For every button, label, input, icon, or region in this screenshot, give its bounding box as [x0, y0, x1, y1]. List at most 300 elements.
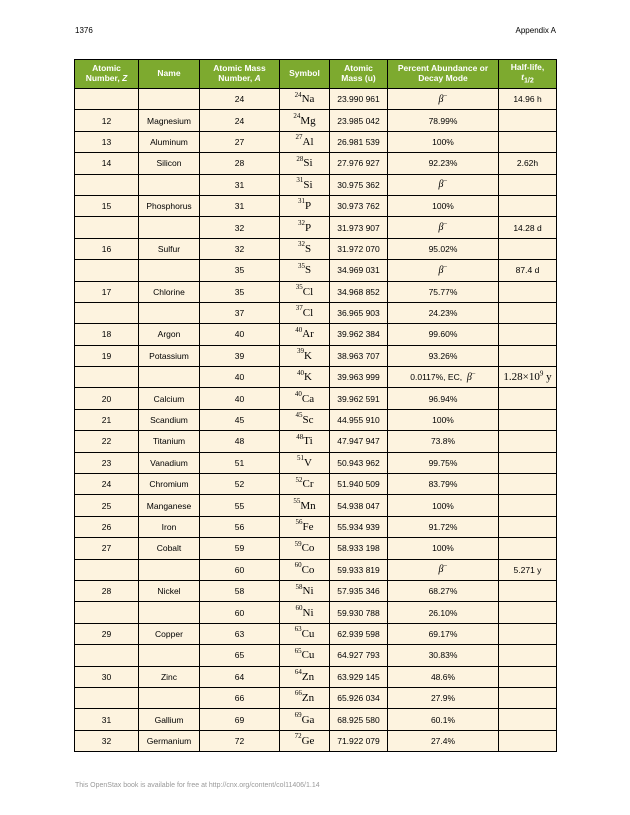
- cell-name: Zinc: [139, 666, 200, 687]
- cell-abundance: [388, 559, 499, 580]
- symbol-mass-superscript: 39: [297, 347, 305, 356]
- cell-symbol: [280, 687, 330, 708]
- cell-atomic-number: [75, 602, 139, 623]
- appendix-label: Appendix A: [515, 26, 556, 35]
- abundance-text: 27.9%: [430, 693, 456, 704]
- element-symbol: Si: [303, 157, 313, 170]
- symbol-mass-superscript: 32: [297, 240, 305, 249]
- cell-atomic-number: 27: [75, 538, 139, 559]
- cell-half-life: [499, 580, 557, 601]
- element-symbol: Cu: [301, 627, 315, 640]
- element-symbol: Mn: [300, 499, 316, 512]
- cell-symbol: [280, 431, 330, 452]
- element-symbol: P: [304, 200, 312, 213]
- beta-minus-symbol: β−: [438, 176, 448, 191]
- cell-mass-number: 56: [200, 516, 280, 537]
- cell-abundance: [388, 131, 499, 152]
- cell-abundance: [388, 409, 499, 430]
- cell-abundance: [388, 345, 499, 366]
- cell-atomic-mass: 54.938 047: [330, 495, 388, 516]
- cell-symbol: [280, 602, 330, 623]
- cell-atomic-number: [75, 559, 139, 580]
- cell-half-life: 14.28 d: [499, 217, 557, 238]
- cell-mass-number: 63: [200, 623, 280, 644]
- cell-abundance: [388, 687, 499, 708]
- cell-mass-number: 59: [200, 538, 280, 559]
- cell-symbol: [280, 324, 330, 345]
- cell-atomic-mass: 71.922 079: [330, 730, 388, 751]
- table-row: [75, 89, 557, 110]
- cell-name: Silicon: [139, 153, 200, 174]
- cell-abundance: [388, 388, 499, 409]
- symbol-mass-superscript: 31: [296, 176, 304, 185]
- abundance-text: 24.23%: [428, 308, 458, 319]
- abundance-text: 73.8%: [430, 436, 456, 447]
- cell-atomic-number: 25: [75, 495, 139, 516]
- cell-half-life: [499, 474, 557, 495]
- cell-atomic-number: 23: [75, 452, 139, 473]
- symbol-mass-superscript: 52: [295, 475, 303, 484]
- table-row: [75, 709, 557, 730]
- col-header-symbol: Symbol: [280, 60, 330, 89]
- cell-atomic-number: 28: [75, 580, 139, 601]
- table-row: [75, 345, 557, 366]
- cell-half-life: [499, 623, 557, 644]
- cell-name: Iron: [139, 516, 200, 537]
- cell-symbol: [280, 131, 330, 152]
- cell-atomic-mass: 44.955 910: [330, 409, 388, 430]
- cell-atomic-number: 31: [75, 709, 139, 730]
- cell-mass-number: 27: [200, 131, 280, 152]
- cell-atomic-mass: 55.934 939: [330, 516, 388, 537]
- cell-abundance: [388, 709, 499, 730]
- cell-mass-number: 65: [200, 645, 280, 666]
- cell-symbol: [280, 559, 330, 580]
- abundance-text: 0.0117%, EC,: [410, 371, 463, 382]
- cell-name: Calcium: [139, 388, 200, 409]
- table-row: [75, 666, 557, 687]
- table-row: [75, 324, 557, 345]
- cell-half-life: 5.271 y: [499, 559, 557, 580]
- element-symbol: Al: [302, 135, 314, 148]
- cell-atomic-mass: 39.963 999: [330, 367, 388, 388]
- cell-atomic-mass: 63.929 145: [330, 666, 388, 687]
- table-row: [75, 623, 557, 644]
- element-symbol: Co: [301, 542, 315, 555]
- cell-atomic-number: [75, 645, 139, 666]
- symbol-mass-superscript: 40: [295, 325, 303, 334]
- cell-abundance: [388, 602, 499, 623]
- cell-abundance: [388, 495, 499, 516]
- cell-half-life: [499, 495, 557, 516]
- cell-symbol: [280, 409, 330, 430]
- cell-name: Nickel: [139, 580, 200, 601]
- element-symbol: Cu: [301, 649, 315, 662]
- cell-atomic-number: 26: [75, 516, 139, 537]
- element-symbol: Cl: [302, 285, 314, 298]
- cell-half-life: [499, 730, 557, 751]
- table-row: [75, 730, 557, 751]
- symbol-mass-superscript: 24: [294, 90, 302, 99]
- cell-abundance: [388, 153, 499, 174]
- cell-atomic-number: 22: [75, 431, 139, 452]
- cell-abundance: [388, 110, 499, 131]
- cell-abundance: [388, 174, 499, 195]
- symbol-mass-superscript: 60: [295, 603, 303, 612]
- cell-abundance: [388, 281, 499, 302]
- cell-atomic-mass: 31.972 070: [330, 238, 388, 259]
- cell-symbol: [280, 260, 330, 281]
- cell-symbol: [280, 174, 330, 195]
- element-symbol: Ca: [301, 392, 315, 405]
- col-header-name: Name: [139, 60, 200, 89]
- cell-atomic-number: 32: [75, 730, 139, 751]
- cell-symbol: [280, 367, 330, 388]
- cell-mass-number: 60: [200, 559, 280, 580]
- cell-symbol: [280, 302, 330, 323]
- col-header-half-life: Half-life, $t_{1/2}$: [499, 60, 557, 89]
- cell-atomic-number: 14: [75, 153, 139, 174]
- abundance-text: 48.6%: [430, 671, 456, 682]
- table-header-row: [75, 60, 557, 89]
- beta-minus-symbol: β−: [438, 91, 448, 105]
- cell-symbol: [280, 217, 330, 238]
- cell-half-life: [499, 131, 557, 152]
- cell-atomic-number: [75, 302, 139, 323]
- cell-atomic-mass: 30.975 362: [330, 174, 388, 195]
- symbol-mass-superscript: 65: [294, 646, 302, 655]
- cell-name: Copper: [139, 623, 200, 644]
- cell-atomic-number: [75, 174, 139, 195]
- abundance-text: 75.77%: [428, 286, 458, 297]
- table-row: [75, 217, 557, 238]
- element-symbol: Zn: [301, 670, 315, 683]
- abundance-text: 30.83%: [428, 650, 458, 661]
- table-row: [75, 367, 557, 388]
- cell-atomic-number: 20: [75, 388, 139, 409]
- element-symbol: Sc: [302, 414, 314, 427]
- table-row: [75, 409, 557, 430]
- cell-half-life: [499, 388, 557, 409]
- abundance-text: 68.27%: [428, 586, 458, 597]
- cell-half-life: [499, 709, 557, 730]
- cell-half-life: [499, 174, 557, 195]
- symbol-mass-superscript: 56: [295, 518, 303, 527]
- table-row: [75, 645, 557, 666]
- cell-symbol: [280, 238, 330, 259]
- cell-symbol: [280, 645, 330, 666]
- cell-symbol: [280, 666, 330, 687]
- table-row: [75, 302, 557, 323]
- cell-mass-number: 40: [200, 388, 280, 409]
- cell-mass-number: 28: [200, 153, 280, 174]
- cell-abundance: [388, 324, 499, 345]
- element-symbol: K: [304, 371, 312, 384]
- table-row: [75, 281, 557, 302]
- element-symbol: S: [304, 242, 312, 255]
- cell-abundance: [388, 580, 499, 601]
- cell-half-life: 14.96 h: [499, 89, 557, 110]
- abundance-text: 100%: [432, 136, 454, 147]
- abundance-text: 69.17%: [428, 628, 458, 639]
- symbol-mass-superscript: 40: [297, 368, 305, 377]
- symbol-mass-superscript: 32: [297, 218, 305, 227]
- symbol-mass-superscript: 27: [295, 133, 303, 142]
- element-symbol: Si: [303, 178, 313, 191]
- cell-name: Germanium: [139, 730, 200, 751]
- cell-symbol: [280, 516, 330, 537]
- cell-abundance: [388, 538, 499, 559]
- cell-abundance: [388, 89, 499, 110]
- cell-symbol: [280, 623, 330, 644]
- cell-name: Chromium: [139, 474, 200, 495]
- table-row: [75, 174, 557, 195]
- cell-atomic-number: 24: [75, 474, 139, 495]
- cell-half-life: [499, 538, 557, 559]
- symbol-mass-superscript: 63: [294, 625, 302, 634]
- cell-atomic-number: [75, 367, 139, 388]
- abundance-text: 100%: [432, 500, 454, 511]
- table-row: [75, 687, 557, 708]
- cell-mass-number: 32: [200, 217, 280, 238]
- cell-atomic-mass: 68.925 580: [330, 709, 388, 730]
- cell-symbol: [280, 495, 330, 516]
- symbol-mass-superscript: 72: [294, 732, 302, 741]
- cell-mass-number: 60: [200, 602, 280, 623]
- cell-name: Manganese: [139, 495, 200, 516]
- symbol-mass-superscript: 31: [297, 197, 305, 206]
- cell-atomic-mass: 36.965 903: [330, 302, 388, 323]
- symbol-mass-superscript: 58: [295, 582, 303, 591]
- cell-abundance: [388, 623, 499, 644]
- cell-mass-number: 40: [200, 367, 280, 388]
- cell-mass-number: 37: [200, 302, 280, 323]
- element-symbol: Ar: [302, 328, 314, 341]
- cell-name: Potassium: [139, 345, 200, 366]
- cell-half-life: [499, 367, 557, 388]
- cell-symbol: [280, 89, 330, 110]
- abundance-text: 26.10%: [428, 607, 458, 618]
- cell-atomic-mass: 34.968 852: [330, 281, 388, 302]
- cell-abundance: [388, 238, 499, 259]
- cell-abundance: [388, 195, 499, 216]
- cell-atomic-mass: 65.926 034: [330, 687, 388, 708]
- symbol-mass-superscript: 40: [294, 390, 302, 398]
- cell-atomic-number: 15: [75, 195, 139, 216]
- element-symbol: Ga: [301, 713, 315, 726]
- beta-minus-symbol: β−: [438, 219, 448, 234]
- cell-atomic-mass: 64.927 793: [330, 645, 388, 666]
- element-symbol: Ni: [302, 606, 314, 619]
- symbol-mass-superscript: 35: [297, 261, 305, 270]
- cell-name: [139, 174, 200, 195]
- cell-name: [139, 302, 200, 323]
- table-row: [75, 538, 557, 559]
- cell-name: Gallium: [139, 709, 200, 730]
- cell-half-life: [499, 324, 557, 345]
- cell-atomic-number: 30: [75, 666, 139, 687]
- cell-atomic-mass: 57.935 346: [330, 580, 388, 601]
- cell-mass-number: 64: [200, 666, 280, 687]
- element-symbol: P: [304, 221, 312, 234]
- abundance-text: 100%: [432, 415, 454, 426]
- cell-mass-number: 31: [200, 195, 280, 216]
- cell-half-life: [499, 302, 557, 323]
- cell-abundance: [388, 302, 499, 323]
- element-symbol: Cl: [302, 307, 314, 320]
- cell-mass-number: 40: [200, 324, 280, 345]
- cell-name: Chlorine: [139, 281, 200, 302]
- symbol-mass-superscript: 24: [293, 111, 301, 120]
- cell-symbol: [280, 195, 330, 216]
- cell-symbol: [280, 452, 330, 473]
- table-row: [75, 131, 557, 152]
- nuclide-table: [74, 59, 557, 752]
- cell-atomic-mass: 47.947 947: [330, 431, 388, 452]
- table-row: [75, 110, 557, 131]
- cell-half-life: [499, 602, 557, 623]
- cell-atomic-mass: 58.933 198: [330, 538, 388, 559]
- cell-atomic-number: 12: [75, 110, 139, 131]
- element-symbol: S: [304, 264, 312, 277]
- symbol-mass-superscript: 28: [296, 154, 304, 163]
- cell-atomic-number: 18: [75, 324, 139, 345]
- cell-abundance: [388, 474, 499, 495]
- cell-mass-number: 52: [200, 474, 280, 495]
- cell-name: [139, 645, 200, 666]
- symbol-mass-superscript: 35: [295, 283, 303, 292]
- cell-symbol: [280, 110, 330, 131]
- symbol-mass-superscript: 55: [293, 496, 301, 505]
- cell-symbol: [280, 153, 330, 174]
- cell-atomic-mass: 34.969 031: [330, 260, 388, 281]
- cell-name: [139, 89, 200, 110]
- cell-atomic-mass: 59.933 819: [330, 559, 388, 580]
- cell-mass-number: 24: [200, 110, 280, 131]
- cell-atomic-mass: 62.939 598: [330, 623, 388, 644]
- abundance-text: 99.75%: [428, 457, 458, 468]
- cell-atomic-number: 29: [75, 623, 139, 644]
- cell-mass-number: 66: [200, 687, 280, 708]
- cell-name: [139, 367, 200, 388]
- cell-half-life: 87.4 d: [499, 260, 557, 281]
- col-header-atomic-number: Atomic Number, Z: [75, 60, 139, 89]
- cell-name: Scandium: [139, 409, 200, 430]
- abundance-text: 93.26%: [428, 350, 458, 361]
- cell-name: [139, 260, 200, 281]
- symbol-mass-superscript: 45: [295, 411, 303, 420]
- cell-name: Cobalt: [139, 538, 200, 559]
- abundance-text: 78.99%: [428, 115, 458, 126]
- table-row: [75, 195, 557, 216]
- cell-half-life: [499, 110, 557, 131]
- cell-half-life: [499, 666, 557, 687]
- cell-half-life: [499, 195, 557, 216]
- cell-abundance: [388, 730, 499, 751]
- table-row: [75, 388, 557, 409]
- table-row: [75, 431, 557, 452]
- cell-half-life: [499, 345, 557, 366]
- element-symbol: V: [304, 456, 312, 469]
- cell-atomic-number: [75, 217, 139, 238]
- beta-minus-symbol: β−: [466, 369, 476, 383]
- cell-symbol: [280, 730, 330, 751]
- cell-mass-number: 35: [200, 260, 280, 281]
- cell-abundance: [388, 260, 499, 281]
- cell-half-life: [499, 645, 557, 666]
- cell-atomic-number: 21: [75, 409, 139, 430]
- page-number: 1376: [75, 26, 93, 35]
- cell-mass-number: 35: [200, 281, 280, 302]
- col-header-abundance: Percent Abundance or Decay Mode: [388, 60, 499, 89]
- cell-atomic-mass: 23.990 961: [330, 89, 388, 110]
- table-row: [75, 153, 557, 174]
- col-header-mass-number: Atomic Mass Number, A: [200, 60, 280, 89]
- cell-atomic-mass: 50.943 962: [330, 452, 388, 473]
- symbol-mass-superscript: 69: [294, 710, 302, 719]
- abundance-text: 83.79%: [428, 479, 458, 490]
- cell-mass-number: 55: [200, 495, 280, 516]
- cell-half-life: 2.62h: [499, 153, 557, 174]
- cell-atomic-mass: 26.981 539: [330, 131, 388, 152]
- abundance-text: 60.1%: [430, 714, 456, 725]
- cell-half-life: [499, 516, 557, 537]
- cell-abundance: [388, 431, 499, 452]
- table-row: [75, 580, 557, 601]
- col-header-atomic-mass: Atomic Mass (u): [330, 60, 388, 89]
- cell-name: Magnesium: [139, 110, 200, 131]
- element-symbol: Na: [301, 93, 315, 106]
- cell-atomic-mass: 39.962 384: [330, 324, 388, 345]
- table-row: [75, 602, 557, 623]
- cell-atomic-mass: 38.963 707: [330, 345, 388, 366]
- element-symbol: Co: [301, 563, 315, 576]
- cell-atomic-number: [75, 260, 139, 281]
- cell-atomic-mass: 30.973 762: [330, 195, 388, 216]
- cell-half-life: [499, 281, 557, 302]
- cell-mass-number: 45: [200, 409, 280, 430]
- cell-symbol: [280, 388, 330, 409]
- cell-atomic-mass: 31.973 907: [330, 217, 388, 238]
- table-row: [75, 559, 557, 580]
- element-symbol: Ti: [303, 435, 313, 448]
- table-row: [75, 495, 557, 516]
- cell-name: Argon: [139, 324, 200, 345]
- symbol-mass-superscript: 66: [294, 689, 302, 698]
- half-life-value: $1.28\times 10^9$ y: [503, 369, 552, 384]
- element-symbol: Ge: [301, 734, 315, 747]
- cell-mass-number: 24: [200, 89, 280, 110]
- cell-atomic-number: [75, 687, 139, 708]
- cell-name: [139, 559, 200, 580]
- table-row: [75, 474, 557, 495]
- cell-mass-number: 72: [200, 730, 280, 751]
- cell-symbol: [280, 580, 330, 601]
- cell-name: Sulfur: [139, 238, 200, 259]
- symbol-mass-superscript: 48: [296, 432, 304, 441]
- cell-abundance: [388, 452, 499, 473]
- table-row: [75, 260, 557, 281]
- footer-note: This OpenStax book is available for free at http://cnx.org/content/col11406/1.14: [75, 782, 320, 789]
- cell-name: [139, 602, 200, 623]
- cell-mass-number: 31: [200, 174, 280, 195]
- cell-name: Phosphorus: [139, 195, 200, 216]
- cell-symbol: [280, 474, 330, 495]
- cell-abundance: [388, 516, 499, 537]
- symbol-mass-superscript: 51: [297, 454, 305, 463]
- cell-atomic-number: [75, 89, 139, 110]
- element-symbol: Mg: [300, 114, 316, 127]
